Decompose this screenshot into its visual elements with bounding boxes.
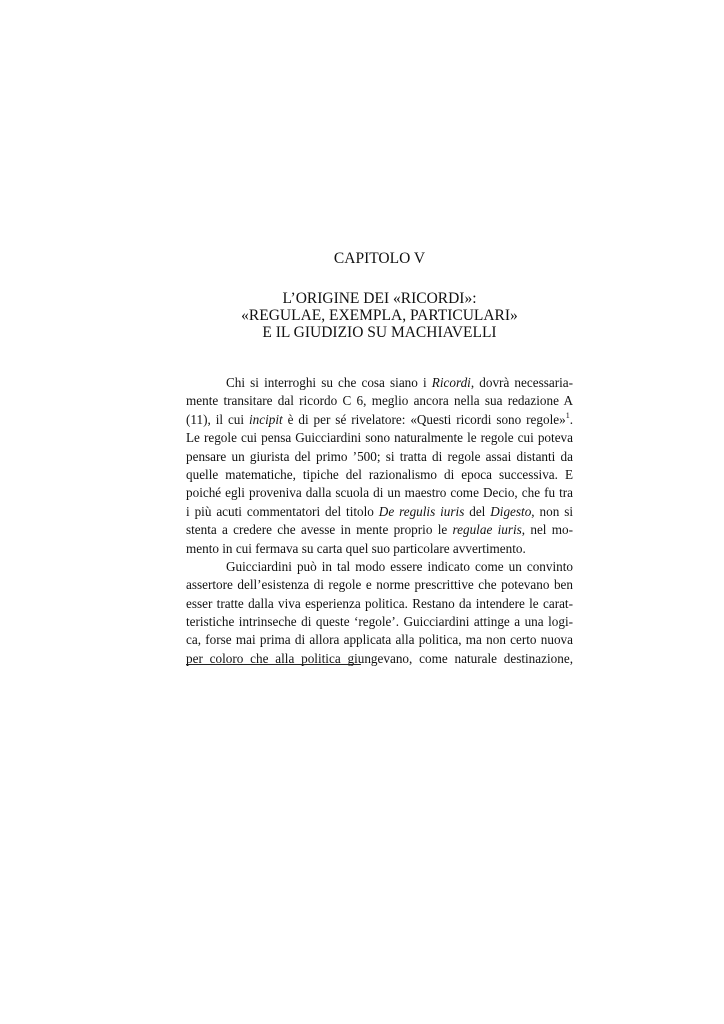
chapter-title-line-3: E IL GIUDIZIO SU MACHIAVELLI [262,324,497,341]
text-line: mento in cui fermava su carta quel suo particolare avvertimento. [186,540,526,556]
text-line: mente transitare dal ricordo C 6, meglio ancora nella sua redazione A [186,393,573,409]
text-span: è di per sé rivelatore: «Questi ricordi sono regole» [282,411,566,427]
text-line: per coloro che alla politica giungevano, come naturale destinazione, [186,650,573,666]
text-line: pensare un giurista del primo ’500; si tratta di regole assai distanti da [186,448,573,464]
text-line: quelle matematiche, tipiche del razionalismo di epoca successiva. E [186,466,573,482]
text-line: teristiche intrinseche di queste ‘regole’. Guicciardini attinge a una logi- [186,614,573,630]
footnote-separator [186,664,361,665]
text-span: , non si [531,503,573,519]
text-span: . [569,411,573,427]
text-span: stenta a credere che avesse in mente proprio le [186,522,453,538]
text-span: (11), il cui [186,411,249,427]
text-line: esser tratte dalla viva esperienza politica. Restano da intendere le carat- [186,595,573,611]
text-line: Le regole cui pensa Guicciardini sono naturalmente le regole cui poteva [186,430,573,446]
text-line: Guicciardini può in tal modo essere indicato come un convinto [226,558,573,574]
text-span: del [464,503,491,519]
text-line [186,521,573,539]
chapter-title-line-1: L’ORIGINE DEI «RICORDI»: [282,290,477,307]
text-span: , nel mo- [521,522,573,538]
chapter-number: CAPITOLO V [333,250,426,267]
text-line: poiché egli proveniva dalla scuola di un maestro come Decio, che fu tra [186,485,573,501]
chapter-title-line-2: «REGULAE, EXEMPLA, PARTICULARI» [241,307,518,324]
text-line: assertore dell’esistenza di regole e norme prescrittive che potevano ben [186,577,573,593]
text-line [186,411,573,429]
paragraph-2 [186,558,573,668]
italic-term: regulae iuris [452,522,522,538]
text-line: ca, forse mai prima di allora applicata alla politica, ma non certo nuova [186,632,573,648]
footnote-marker[interactable]: 1 [565,410,570,420]
italic-term: incipit [248,411,283,427]
text-span: , dovrà necessaria- [470,375,573,390]
italic-title: Ricordi [431,375,471,390]
italic-title: Digesto [490,503,532,519]
paragraph-1 [186,374,573,558]
text-span: Chi si interroghi su che cosa siano i [226,375,432,390]
chapter-title [186,290,573,341]
text-span: i più acuti commentatori del titolo [186,503,379,519]
text-line [186,374,573,392]
italic-title: De regulis iuris [378,503,465,519]
body-text [186,374,573,668]
text-line [186,503,573,521]
